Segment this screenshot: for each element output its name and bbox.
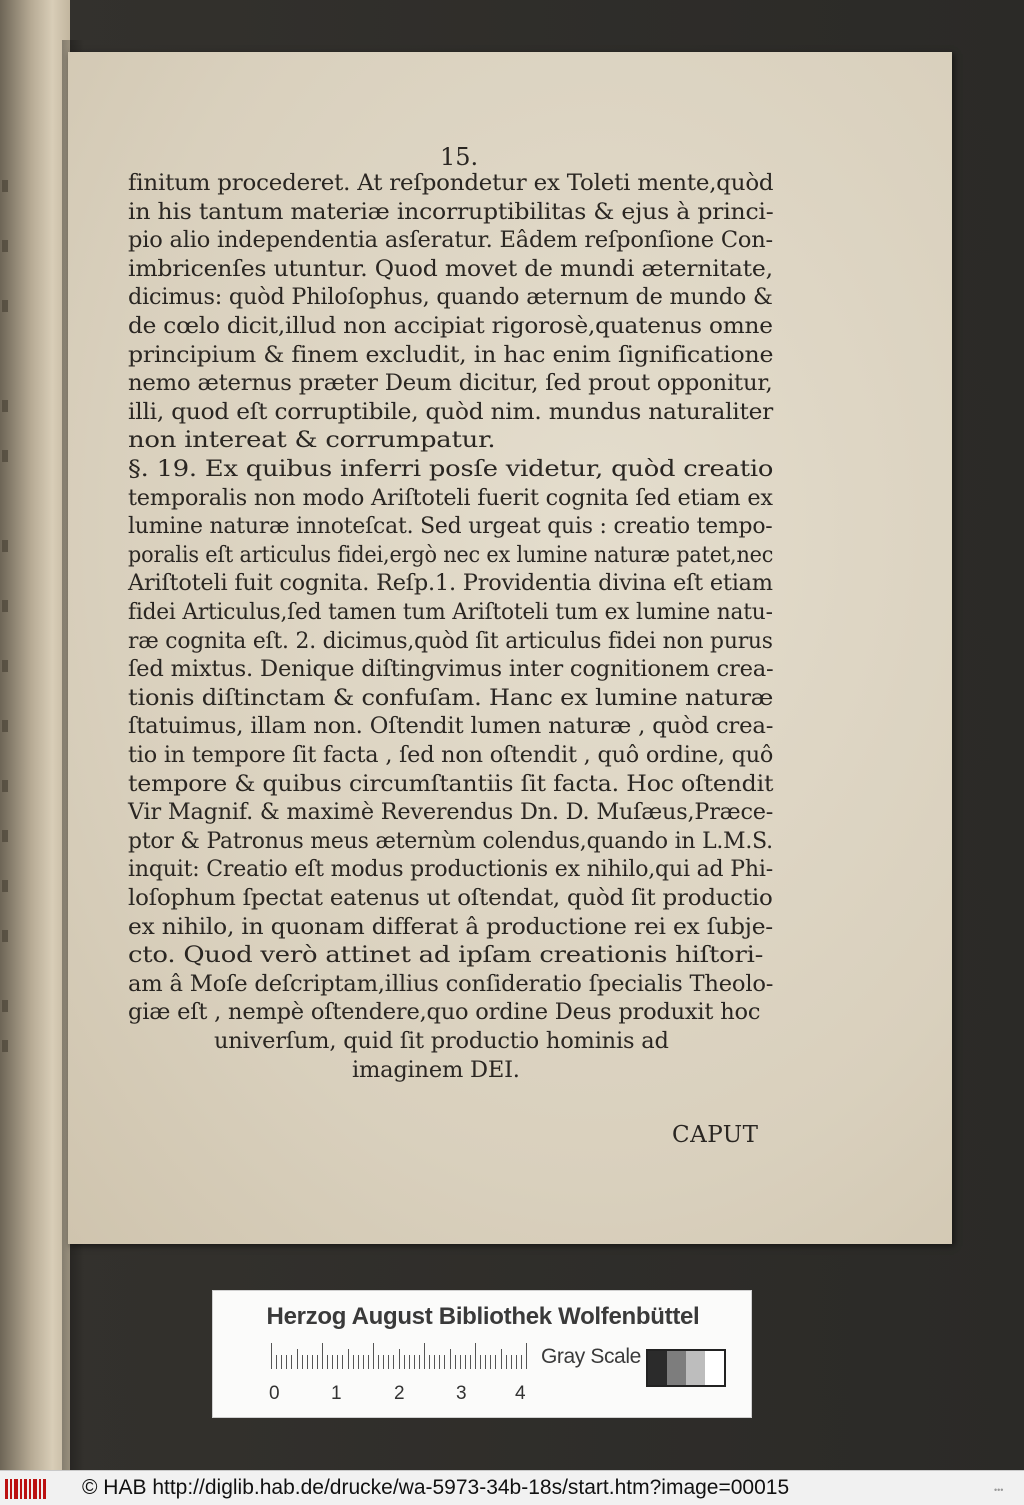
text-line: illi, quod eſt corruptibile, quòd nim. mundus naturaliter bbox=[128, 398, 774, 425]
text-line: tionis diſtinctam & confuſam. Hanc ex lumine naturæ bbox=[128, 684, 774, 711]
ruler-tick bbox=[404, 1355, 405, 1369]
bleed-mark bbox=[2, 720, 8, 732]
ruler-tick bbox=[511, 1355, 512, 1369]
text-line: ptor & Patronus meus æternùm colendus,quando in L.M.S. bbox=[128, 827, 773, 854]
ruler-tick bbox=[475, 1343, 476, 1369]
text-line: temporalis non modo Ariſtoteli fuerit cognita ſed etiam ex bbox=[128, 484, 773, 511]
bleed-mark bbox=[2, 240, 8, 252]
ruler-tick bbox=[424, 1343, 425, 1369]
ruler-tick bbox=[271, 1343, 272, 1369]
scale-ruler bbox=[271, 1343, 529, 1369]
text-line: nemo æternus præter Deum dicitur, ſed prout opponitur, bbox=[128, 370, 773, 397]
ruler-number-4: 4 bbox=[515, 1383, 526, 1404]
ruler-number-3: 3 bbox=[456, 1383, 467, 1404]
bleed-mark bbox=[2, 540, 8, 552]
ruler-tick bbox=[348, 1349, 349, 1369]
bleed-mark bbox=[2, 450, 8, 462]
gray-swatch-2 bbox=[667, 1351, 686, 1385]
text-line: ſed mixtus. Denique diſtingvimus inter cognitionem crea- bbox=[128, 656, 774, 683]
ruler-tick bbox=[419, 1355, 420, 1369]
ruler-tick bbox=[521, 1355, 522, 1369]
ruler-tick bbox=[393, 1355, 394, 1369]
text-line: imaginem DEI. bbox=[352, 1056, 520, 1083]
footer-bar bbox=[0, 1470, 1024, 1505]
bleed-mark bbox=[2, 1040, 8, 1052]
ruler-tick bbox=[327, 1355, 328, 1369]
copyright-link[interactable]: © HAB http://diglib.hab.de/drucke/wa-5973-34b-18s/start.htm?image=00015 bbox=[82, 1476, 790, 1499]
text-line: tio in tempore ſit facta , ſed non oſtendit , quô ordine, quô bbox=[128, 742, 774, 768]
ruler-tick bbox=[337, 1355, 338, 1369]
text-line: ſtatuimus, illam non. Oſtendit lumen naturæ , quòd crea- bbox=[128, 713, 774, 740]
ruler-tick bbox=[276, 1355, 277, 1369]
gray-swatch-4 bbox=[705, 1351, 724, 1385]
bleed-mark bbox=[2, 930, 8, 942]
ruler-tick bbox=[429, 1355, 430, 1369]
color-target bbox=[212, 1290, 752, 1418]
text-line: non intereat & corrumpatur. bbox=[128, 427, 496, 454]
ruler-tick bbox=[465, 1355, 466, 1369]
ruler-tick bbox=[480, 1355, 481, 1369]
ruler-number-2: 2 bbox=[394, 1383, 405, 1404]
ruler-tick bbox=[368, 1355, 369, 1369]
text-line: fidei Articulus,ſed tamen tum Ariſtoteli tum ex lumine natu- bbox=[128, 599, 773, 625]
text-line: pio alio independentia asſeratur. Eâdem reſponſione Con- bbox=[128, 227, 773, 254]
gray-swatch-1 bbox=[648, 1351, 667, 1385]
text-line: imbricenſes utuntur. Quod movet de mundi æternitate, bbox=[128, 255, 773, 282]
text-line: ræ cognita eſt. 2. dicimus,quòd ſit articulus fidei non purus bbox=[128, 627, 773, 654]
ruler-tick bbox=[444, 1355, 445, 1369]
ruler-tick bbox=[383, 1355, 384, 1369]
ruler-tick bbox=[506, 1355, 507, 1369]
page-number: 15. bbox=[440, 143, 479, 171]
text-line: Ariſtoteli fuit cognita. Reſp.1. Providentia divina eſt etiam bbox=[128, 570, 773, 597]
ruler-tick bbox=[526, 1343, 527, 1369]
bleed-mark bbox=[2, 1000, 8, 1012]
text-line: loſophum ſpectat eatenus ut oſtendat, quòd ſit productio bbox=[128, 885, 773, 911]
ruler-tick bbox=[342, 1355, 343, 1369]
text-line: am â Moſe deſcriptam,illius conſideratio ſpecialis Theolo- bbox=[128, 970, 774, 997]
bleed-mark bbox=[2, 830, 8, 842]
ruler-tick bbox=[414, 1355, 415, 1369]
ruler-tick bbox=[332, 1355, 333, 1369]
ruler-tick bbox=[322, 1343, 323, 1369]
ruler-tick bbox=[455, 1355, 456, 1369]
bleed-mark bbox=[2, 660, 8, 672]
ruler-tick bbox=[286, 1355, 287, 1369]
ruler-tick bbox=[495, 1355, 496, 1369]
ruler-tick bbox=[312, 1355, 313, 1369]
text-line: poralis eſt articulus fidei,ergò nec ex lumine naturæ patet,nec bbox=[128, 541, 774, 568]
ruler-tick bbox=[460, 1355, 461, 1369]
ruler-tick bbox=[399, 1349, 400, 1369]
ruler-tick bbox=[291, 1355, 292, 1369]
ruler-tick bbox=[363, 1355, 364, 1369]
text-line: cto. Quod verò attinet ad ipſam creationis hiſtori- bbox=[128, 942, 764, 969]
text-line: in his tantum materiæ incorruptibilitas & ejus à princi- bbox=[128, 198, 774, 225]
ruler-tick bbox=[378, 1355, 379, 1369]
previous-page-edge bbox=[0, 0, 70, 1470]
menu-dots-icon[interactable]: ••• bbox=[994, 1485, 1004, 1495]
bleed-mark bbox=[2, 300, 8, 312]
library-name: Herzog August Bibliothek Wolfenbüttel bbox=[266, 1303, 700, 1330]
text-line: de cœlo dicit,illud non accipiat rigorosè,quatenus omne bbox=[128, 313, 773, 339]
bleed-mark bbox=[2, 400, 8, 412]
text-line: Vir Magnif. & maximè Reverendus Dn. D. Muſæus,Præce- bbox=[128, 799, 774, 826]
ruler-tick bbox=[353, 1355, 354, 1369]
ruler-tick bbox=[358, 1355, 359, 1369]
ruler-tick bbox=[388, 1355, 389, 1369]
catchword: CAPUT bbox=[672, 1122, 759, 1148]
ruler-tick bbox=[297, 1349, 298, 1369]
bleed-mark bbox=[2, 780, 8, 792]
text-line: §. 19. Ex quibus inferri posſe videtur, quòd creatio bbox=[128, 456, 774, 482]
ruler-tick bbox=[409, 1355, 410, 1369]
ruler-tick bbox=[281, 1355, 282, 1369]
ruler-tick bbox=[516, 1355, 517, 1369]
gray-scale-swatches bbox=[646, 1349, 726, 1387]
bleed-mark bbox=[2, 880, 8, 892]
ruler-tick bbox=[373, 1343, 374, 1369]
text-line: giæ eſt , nempè oſtendere,quo ordine Deus produxit hoc bbox=[128, 999, 761, 1026]
ruler-tick bbox=[450, 1349, 451, 1369]
ruler-number-1: 1 bbox=[331, 1383, 342, 1404]
ruler-tick bbox=[490, 1355, 491, 1369]
ruler-tick bbox=[470, 1355, 471, 1369]
gray-swatch-3 bbox=[686, 1351, 705, 1385]
ruler-tick bbox=[317, 1355, 318, 1369]
text-line: tempore & quibus circumſtantiis ſit facta. Hoc oſtendit bbox=[128, 770, 774, 797]
ruler-tick bbox=[302, 1355, 303, 1369]
gray-scale-label: Gray Scale bbox=[541, 1345, 641, 1368]
ruler-tick bbox=[439, 1355, 440, 1369]
text-line: univerſum, quid ſit productio hominis ad bbox=[214, 1028, 669, 1054]
bleed-mark bbox=[2, 180, 8, 192]
text-line: inquit: Creatio eſt modus productionis ex nihilo,qui ad Phi- bbox=[128, 856, 773, 883]
text-line: dicimus: quòd Philoſophus, quando æternum de mundo & bbox=[128, 284, 773, 311]
barcode-icon bbox=[4, 1476, 48, 1502]
ruler-tick bbox=[307, 1355, 308, 1369]
text-line: ex nihilo, in quonam differat â productione rei ex ſubje- bbox=[128, 913, 773, 940]
text-line: lumine naturæ innoteſcat. Sed urgeat quis : creatio tempo- bbox=[128, 513, 773, 540]
ruler-tick bbox=[501, 1349, 502, 1369]
text-line: principium & finem excludit, in hac enim ſignificatione bbox=[128, 341, 774, 368]
text-line: finitum procederet. At reſpondetur ex Toleti mente,quòd bbox=[128, 170, 774, 196]
ruler-number-0: 0 bbox=[269, 1383, 280, 1404]
bleed-mark bbox=[2, 600, 8, 612]
ruler-tick bbox=[485, 1355, 486, 1369]
ruler-tick bbox=[434, 1355, 435, 1369]
